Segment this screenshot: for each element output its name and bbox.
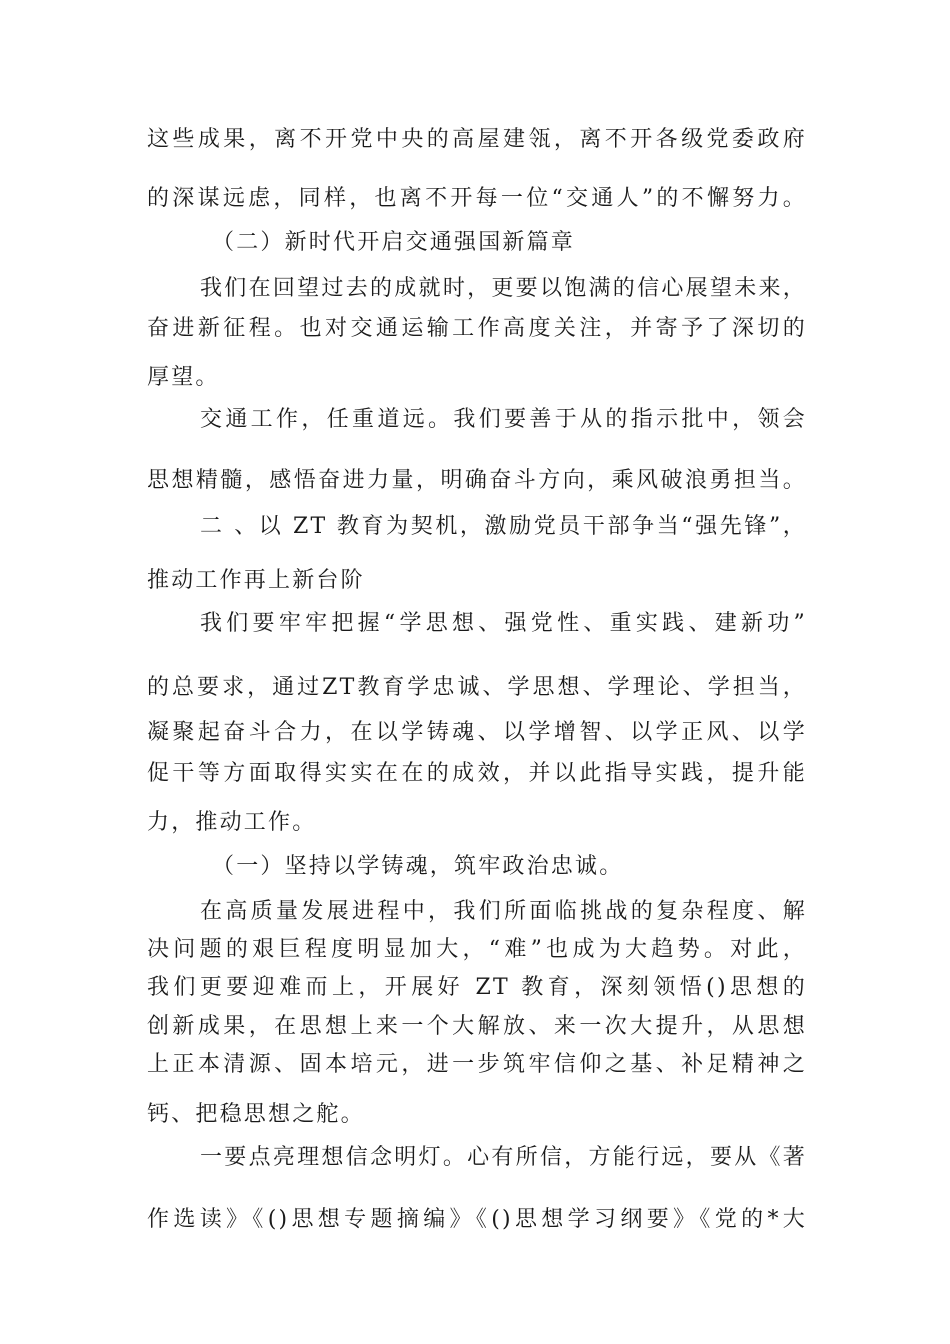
paragraph-line: 决问题的艰巨程度明显加大，“难”也成为大趋势。对此， <box>147 937 807 962</box>
paragraph-line: 厚望。 <box>147 365 220 390</box>
paragraph-line: 创新成果，在思想上来一个大解放、来一次大提升，从思想 <box>147 1014 807 1039</box>
section-heading: 二 、以 ZT 教育为契机，激励党员干部争当“强先锋”， <box>200 514 807 539</box>
paragraph-line: 奋进新征程。也对交通运输工作高度关注，并寄予了深切的 <box>147 316 807 341</box>
paragraph-line: 在高质量发展进程中，我们所面临挑战的复杂程度、解 <box>200 899 807 924</box>
paragraph-line: 我们在回望过去的成就时，更要以饱满的信心展望未来， <box>200 276 807 301</box>
paragraph-line: 我们要牢牢把握“学思想、强党性、重实践、建新功” <box>200 611 807 636</box>
paragraph-line: 力，推动工作。 <box>147 810 317 835</box>
paragraph-line: 钙、把稳思想之舵。 <box>147 1102 365 1127</box>
paragraph-line: 促干等方面取得实实在在的成效，并以此指导实践，提升能 <box>147 761 807 786</box>
paragraph-line: 这些成果，离不开党中央的高屋建瓴，离不开各级党委政府 <box>147 127 807 152</box>
section-heading: （二）新时代开启交通强国新篇章 <box>212 230 576 255</box>
section-heading-continued: 推动工作再上新台阶 <box>147 568 365 593</box>
paragraph-line: 的深谋远虑，同样，也离不开每一位“交通人”的不懈努力。 <box>147 186 807 211</box>
paragraph-line: 的总要求，通过ZT教育学忠诚、学思想、学理论、学担当， <box>147 675 807 700</box>
section-heading: （一）坚持以学铸魂，筑牢政治忠诚。 <box>212 854 624 879</box>
paragraph-line: 上正本清源、固本培元，进一步筑牢信仰之基、补足精神之 <box>147 1052 807 1077</box>
paragraph-line: 我们更要迎难而上，开展好 ZT 教育，深刻领悟()思想的 <box>147 975 807 1000</box>
paragraph-line: 思想精髓，感悟奋进力量，明确奋斗方向，乘风破浪勇担当。 <box>147 468 807 493</box>
paragraph-line: 交通工作，任重道远。我们要善于从的指示批中，领会 <box>200 407 807 432</box>
paragraph-line: 一要点亮理想信念明灯。心有所信，方能行远，要从《著 <box>200 1145 807 1170</box>
paragraph-line: 作选读》《()思想专题摘编》《()思想学习纲要》《党的*大 <box>147 1207 807 1232</box>
paragraph-line: 凝聚起奋斗合力，在以学铸魂、以学增智、以学正风、以学 <box>147 720 807 745</box>
